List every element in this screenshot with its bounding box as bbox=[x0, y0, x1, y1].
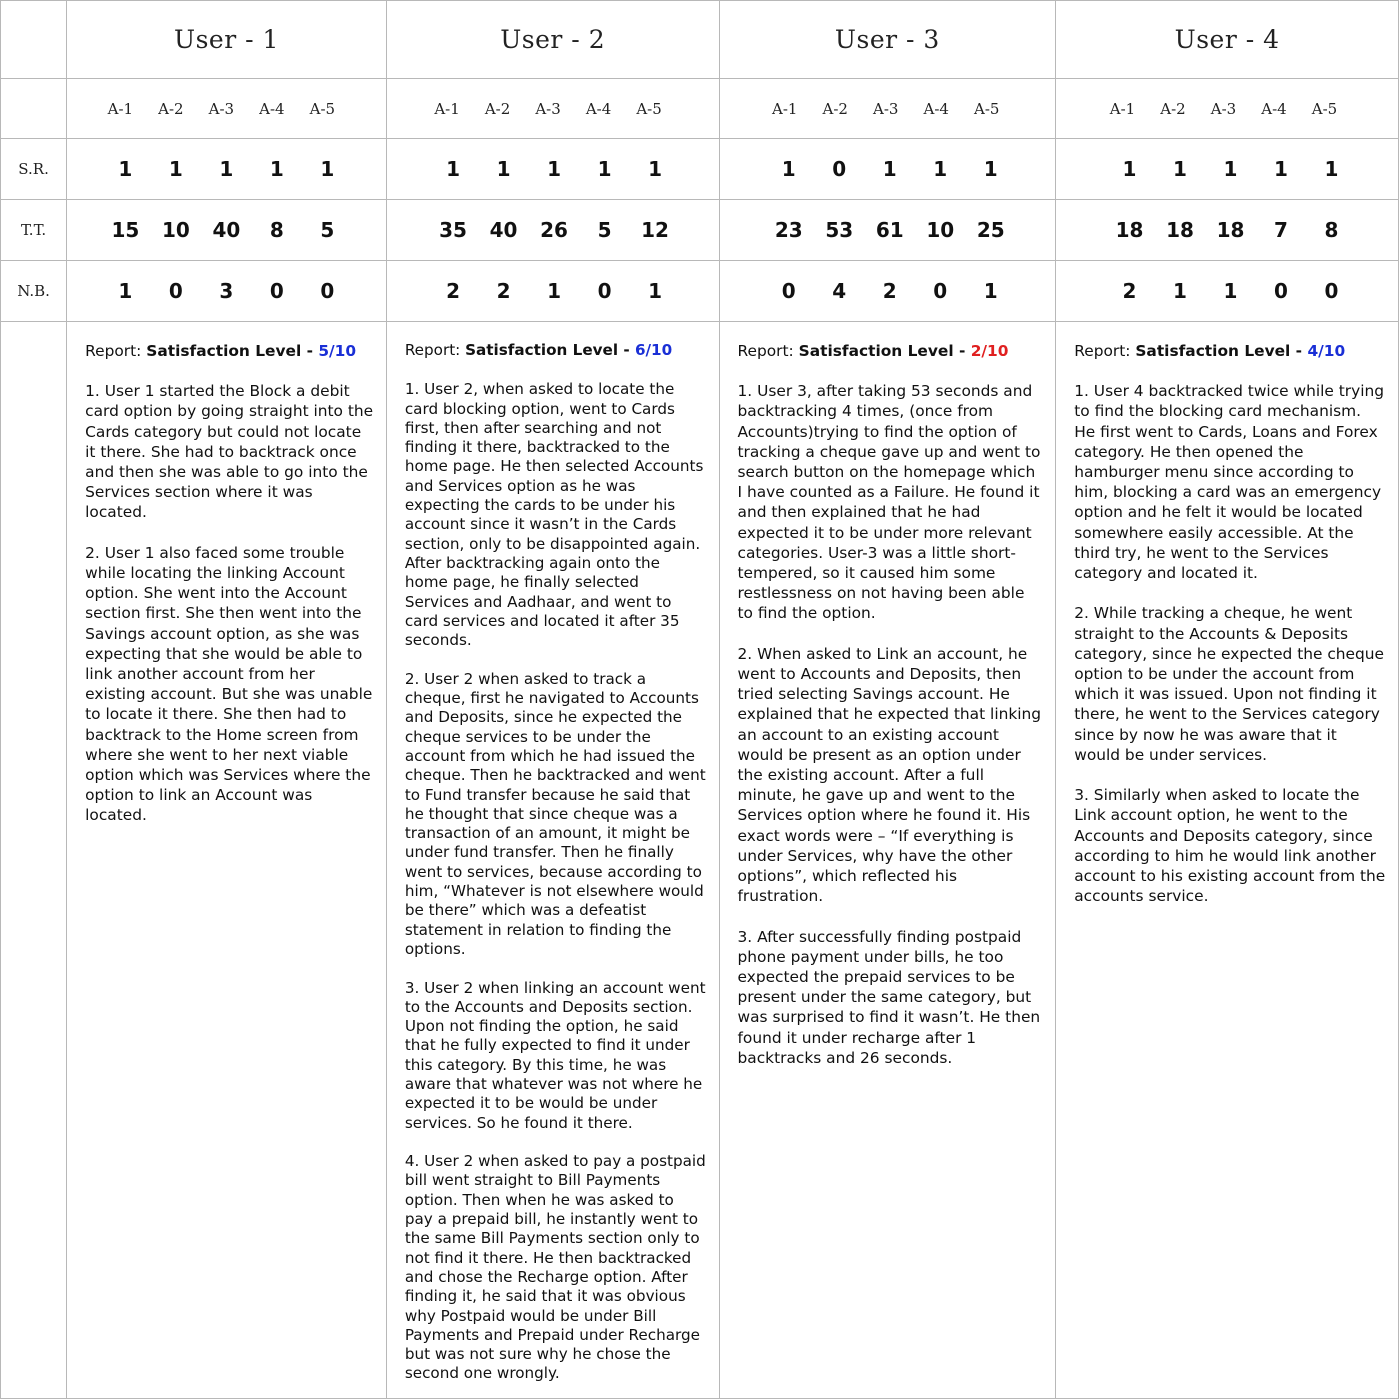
sr-value: 1 bbox=[648, 157, 663, 181]
tt-value: 10 bbox=[161, 218, 190, 242]
nb-value: 0 bbox=[933, 279, 948, 303]
satisfaction-label: Satisfaction Level - bbox=[1135, 342, 1308, 360]
sr-value: 1 bbox=[882, 157, 897, 181]
attempt-label: A-2 bbox=[158, 99, 184, 118]
report-paragraph: 1. User 4 backtracked twice while trying to find the blocking card mechanism. He first went to Cards, Loans and Forex category. He then opened the hamburger menu since according to him, blocking a card was an emergency option and he felt it would be located somewhere easily accessible. At the third try, he went to the Services category and located it. bbox=[1074, 382, 1385, 583]
time-taken-row bbox=[1, 200, 1399, 261]
report-paragraph: 1. User 2, when asked to locate the card blocking option, went to Cards first, then after searching and not finding it there, backtracked to the home page. He then selected Accounts and Services option as he was expecting the cards to be under his account since it wasn’t in the Cards section, only to be disappointed again. After backtracking again onto the home page, he finally selected Services and Aadhaar, and went to card services and located it after 35 seconds. bbox=[404, 380, 704, 650]
user-title: User - 1 bbox=[174, 25, 279, 54]
row-label-nb bbox=[1, 261, 67, 322]
sr-value: 1 bbox=[1223, 157, 1238, 181]
report-prefix: Report: bbox=[404, 341, 466, 359]
attempt-label: A-4 bbox=[1261, 99, 1287, 118]
satisfaction-score: 4/10 bbox=[1307, 342, 1346, 360]
report-label-cell bbox=[1, 322, 67, 1399]
tt-value: 53 bbox=[825, 218, 854, 242]
user-1-sr bbox=[67, 139, 387, 200]
user-2-attempts bbox=[386, 79, 719, 139]
user-title: User - 2 bbox=[500, 25, 606, 54]
report-heading bbox=[1074, 341, 1386, 361]
attempt-label: A-4 bbox=[259, 99, 285, 118]
user-title: User - 4 bbox=[1174, 25, 1280, 54]
tt-value: 7 bbox=[1274, 218, 1288, 242]
user-4-attempts bbox=[1056, 79, 1399, 139]
attempt-label: A-2 bbox=[484, 99, 511, 118]
nb-value: 1 bbox=[547, 279, 562, 303]
report-prefix: Report: bbox=[85, 342, 147, 360]
user-3-nb bbox=[719, 261, 1056, 322]
attempt-label: A-5 bbox=[636, 99, 662, 118]
user-4-nb bbox=[1056, 261, 1399, 322]
user-2-report bbox=[386, 322, 719, 1399]
attempt-label: A-1 bbox=[1109, 99, 1136, 118]
nb-value: 4 bbox=[832, 279, 847, 303]
corner-cell bbox=[1, 79, 67, 139]
row-label: N.B. bbox=[17, 282, 50, 300]
nb-value: 2 bbox=[882, 279, 897, 303]
sr-value: 1 bbox=[446, 157, 461, 181]
tt-value: 5 bbox=[320, 218, 335, 242]
nb-value: 1 bbox=[648, 279, 663, 303]
user-3-header bbox=[719, 1, 1056, 79]
tt-value: 25 bbox=[976, 218, 1005, 242]
attempt-label-row bbox=[1, 79, 1399, 139]
report-heading bbox=[85, 341, 374, 361]
tt-value: 12 bbox=[641, 218, 669, 242]
nb-value: 0 bbox=[320, 279, 335, 303]
tt-value: 40 bbox=[212, 218, 241, 242]
nb-value: 0 bbox=[269, 279, 284, 303]
report-paragraph: 1. User 1 started the Block a debit card option by going straight into the Cards category but could not locate it there. She had to backtrack once and then she was able to go into the Services section where it was located. bbox=[85, 382, 374, 522]
user-4-sr bbox=[1056, 139, 1399, 200]
report-paragraph: 3. After successfully finding postpaid phone payment under bills, he too expected the prepaid services to be present under the same category, but was surprised to find it wasn’t. He then found it under recharge after 1 backtracks and 26 seconds. bbox=[737, 927, 1041, 1067]
report-paragraph: 3. User 2 when linking an account went to the Accounts and Deposits section. Upon not finding the option, he said that he fully expected to find it under this category. By this time, he was aware that whatever was not where he expected it to be would be under services. So he found it there. bbox=[404, 978, 706, 1132]
report-prefix: Report: bbox=[1074, 342, 1136, 360]
user-3-report bbox=[719, 322, 1056, 1399]
attempt-label: A-3 bbox=[208, 99, 235, 118]
tt-value: 61 bbox=[875, 218, 904, 242]
tt-value: 26 bbox=[540, 218, 568, 242]
satisfaction-label: Satisfaction Level - bbox=[146, 342, 319, 360]
user-4-report bbox=[1056, 322, 1399, 1399]
user-2-tt bbox=[386, 200, 719, 261]
nb-value: 2 bbox=[446, 279, 461, 303]
attempt-label: A-4 bbox=[585, 99, 612, 118]
report-row bbox=[1, 322, 1399, 1399]
report-paragraph: 3. Similarly when asked to locate the Link account option, he went to the Accounts and Deposits category, since according to him he would link another account to his existing account from the accounts service. bbox=[1074, 786, 1386, 906]
satisfaction-score: 5/10 bbox=[318, 342, 357, 360]
report-heading bbox=[405, 341, 707, 360]
satisfaction-score: 2/10 bbox=[970, 342, 1009, 360]
nb-value: 2 bbox=[1122, 279, 1137, 303]
tt-value: 15 bbox=[111, 218, 140, 242]
nb-value: 1 bbox=[1173, 279, 1187, 303]
nb-value: 0 bbox=[597, 279, 612, 303]
attempt-label: A-1 bbox=[434, 99, 460, 118]
sr-value: 1 bbox=[1173, 157, 1187, 181]
corner-cell bbox=[1, 1, 67, 79]
report-paragraph: 1. User 3, after taking 53 seconds and backtracking 4 times, (once from Accounts)trying to find the option of tracking a cheque gave up and went to search button on the homepage which I have counted as a Failure. He found it and then explained that he had expected it to be under more relevant categories. User-3 was a little short-tempered, so it caused him some restlessness on not having been able to find the option. bbox=[737, 382, 1041, 623]
report-paragraph: 2. User 2 when asked to track a cheque, first he navigated to Accounts and Deposits, since he expected the cheque services to be under the account from which he had issued the cheque. Then he backtracked and went to Fund transfer because he said that he thought that since cheque was a transaction of an amount, it might be under fund transfer. Then he finally went to services, because according to him, “Whatever is not elsewhere would be there” which was a defeatist statement in relation to finding the options. bbox=[404, 669, 706, 958]
user-1-header bbox=[67, 1, 387, 79]
nb-value: 1 bbox=[1223, 279, 1238, 303]
tt-value: 10 bbox=[926, 218, 955, 242]
user-title: User - 3 bbox=[834, 25, 940, 54]
tt-value: 5 bbox=[597, 218, 612, 242]
sr-value: 1 bbox=[933, 157, 948, 181]
user-4-header bbox=[1056, 1, 1399, 79]
attempt-label: A-5 bbox=[1311, 99, 1338, 118]
sr-value: 1 bbox=[269, 157, 284, 181]
attempt-label: A-2 bbox=[822, 99, 848, 118]
attempt-label: A-3 bbox=[873, 99, 899, 118]
sr-value: 1 bbox=[1274, 157, 1288, 181]
nb-value: 1 bbox=[118, 279, 133, 303]
tt-value: 18 bbox=[1216, 218, 1245, 242]
sr-value: 0 bbox=[832, 157, 847, 181]
user-2-sr bbox=[386, 139, 719, 200]
header-row bbox=[1, 1, 1399, 79]
sr-value: 1 bbox=[118, 157, 133, 181]
tt-value: 40 bbox=[489, 218, 518, 242]
satisfaction-label: Satisfaction Level - bbox=[465, 341, 635, 359]
nb-value: 0 bbox=[1274, 279, 1288, 303]
tt-value: 18 bbox=[1115, 218, 1144, 242]
row-label-sr bbox=[1, 139, 67, 200]
sr-value: 1 bbox=[983, 157, 998, 181]
tt-value: 18 bbox=[1166, 218, 1194, 242]
sr-value: 1 bbox=[1122, 157, 1137, 181]
nb-value: 0 bbox=[1324, 279, 1339, 303]
satisfaction-score: 6/10 bbox=[634, 341, 673, 359]
user-1-nb bbox=[67, 261, 387, 322]
report-prefix: Report: bbox=[737, 342, 799, 360]
sr-value: 1 bbox=[597, 157, 612, 181]
nb-value: 0 bbox=[168, 279, 183, 303]
sr-value: 1 bbox=[320, 157, 335, 181]
number-of-backtracks-row bbox=[1, 261, 1399, 322]
attempt-label: A-4 bbox=[923, 99, 949, 118]
nb-value: 3 bbox=[219, 279, 234, 303]
nb-value: 2 bbox=[496, 279, 511, 303]
user-4-tt bbox=[1056, 200, 1399, 261]
row-label: T.T. bbox=[21, 221, 47, 239]
attempt-label: A-2 bbox=[1160, 99, 1186, 118]
user-2-nb bbox=[386, 261, 719, 322]
user-3-tt bbox=[719, 200, 1056, 261]
sr-value: 1 bbox=[1324, 157, 1339, 181]
attempt-label: A-3 bbox=[1210, 99, 1237, 118]
user-3-attempts bbox=[719, 79, 1056, 139]
sr-value: 1 bbox=[219, 157, 234, 181]
tt-value: 8 bbox=[1324, 218, 1339, 242]
nb-value: 1 bbox=[983, 279, 998, 303]
user-3-sr bbox=[719, 139, 1056, 200]
report-paragraph: 4. User 2 when asked to pay a postpaid bill went straight to Bill Payments option. Then when he was asked to pay a prepaid bill, he instantly went to the same Bill Payments section only to not find it there. He then backtracked and chose the Recharge option. After finding it, he said that it was obvious why Postpaid would be under Bill Payments and Prepaid under Recharge but was not sure why he chose the second one wrongly. bbox=[404, 1152, 706, 1383]
nb-value: 0 bbox=[781, 279, 796, 303]
attempt-label: A-5 bbox=[309, 99, 336, 118]
attempt-label: A-1 bbox=[772, 99, 798, 118]
sr-value: 1 bbox=[496, 157, 511, 181]
user-2-header bbox=[386, 1, 719, 79]
report-paragraph: 2. When asked to Link an account, he went to Accounts and Deposits, then tried selecting Savings account. He explained that he expected that linking an account to an existing account would be present as an option under the existing account. After a full minute, he gave up and went to the Services option where he found it. His exact words were – “If everything is under Services, why have the other options”, which reflected his frustration. bbox=[737, 644, 1042, 906]
success-rate-row bbox=[1, 139, 1399, 200]
report-paragraph: 2. While tracking a cheque, he went straight to the Accounts & Deposits category, since he expected the cheque option to be under the account from which it was issued. Upon not finding it there, he went to the Services category since by now he was aware that it would be under services. bbox=[1074, 604, 1385, 764]
tt-value: 8 bbox=[269, 218, 284, 242]
attempt-label: A-5 bbox=[974, 99, 1000, 118]
attempt-label: A-3 bbox=[535, 99, 561, 118]
sr-value: 1 bbox=[168, 157, 183, 181]
user-1-attempts bbox=[67, 79, 387, 139]
sr-value: 1 bbox=[547, 157, 562, 181]
report-heading bbox=[738, 341, 1044, 361]
sr-value: 1 bbox=[781, 157, 796, 181]
tt-value: 35 bbox=[439, 218, 467, 242]
row-label: S.R. bbox=[18, 160, 49, 178]
user-1-tt bbox=[67, 200, 387, 261]
attempt-label: A-1 bbox=[107, 99, 134, 118]
row-label-tt bbox=[1, 200, 67, 261]
user-1-report bbox=[67, 322, 387, 1399]
tt-value: 23 bbox=[774, 218, 803, 242]
satisfaction-label: Satisfaction Level - bbox=[798, 342, 971, 360]
report-paragraph: 2. User 1 also faced some trouble while locating the linking Account option. She went into the Account section first. She then went into the Savings account option, as she was expecting that she would be able to link another account from her existing account. But she was unable to locate it there. She then had to backtrack to the Home screen from where she went to her next viable option which was Services where the option to link an Account was located. bbox=[85, 543, 373, 825]
